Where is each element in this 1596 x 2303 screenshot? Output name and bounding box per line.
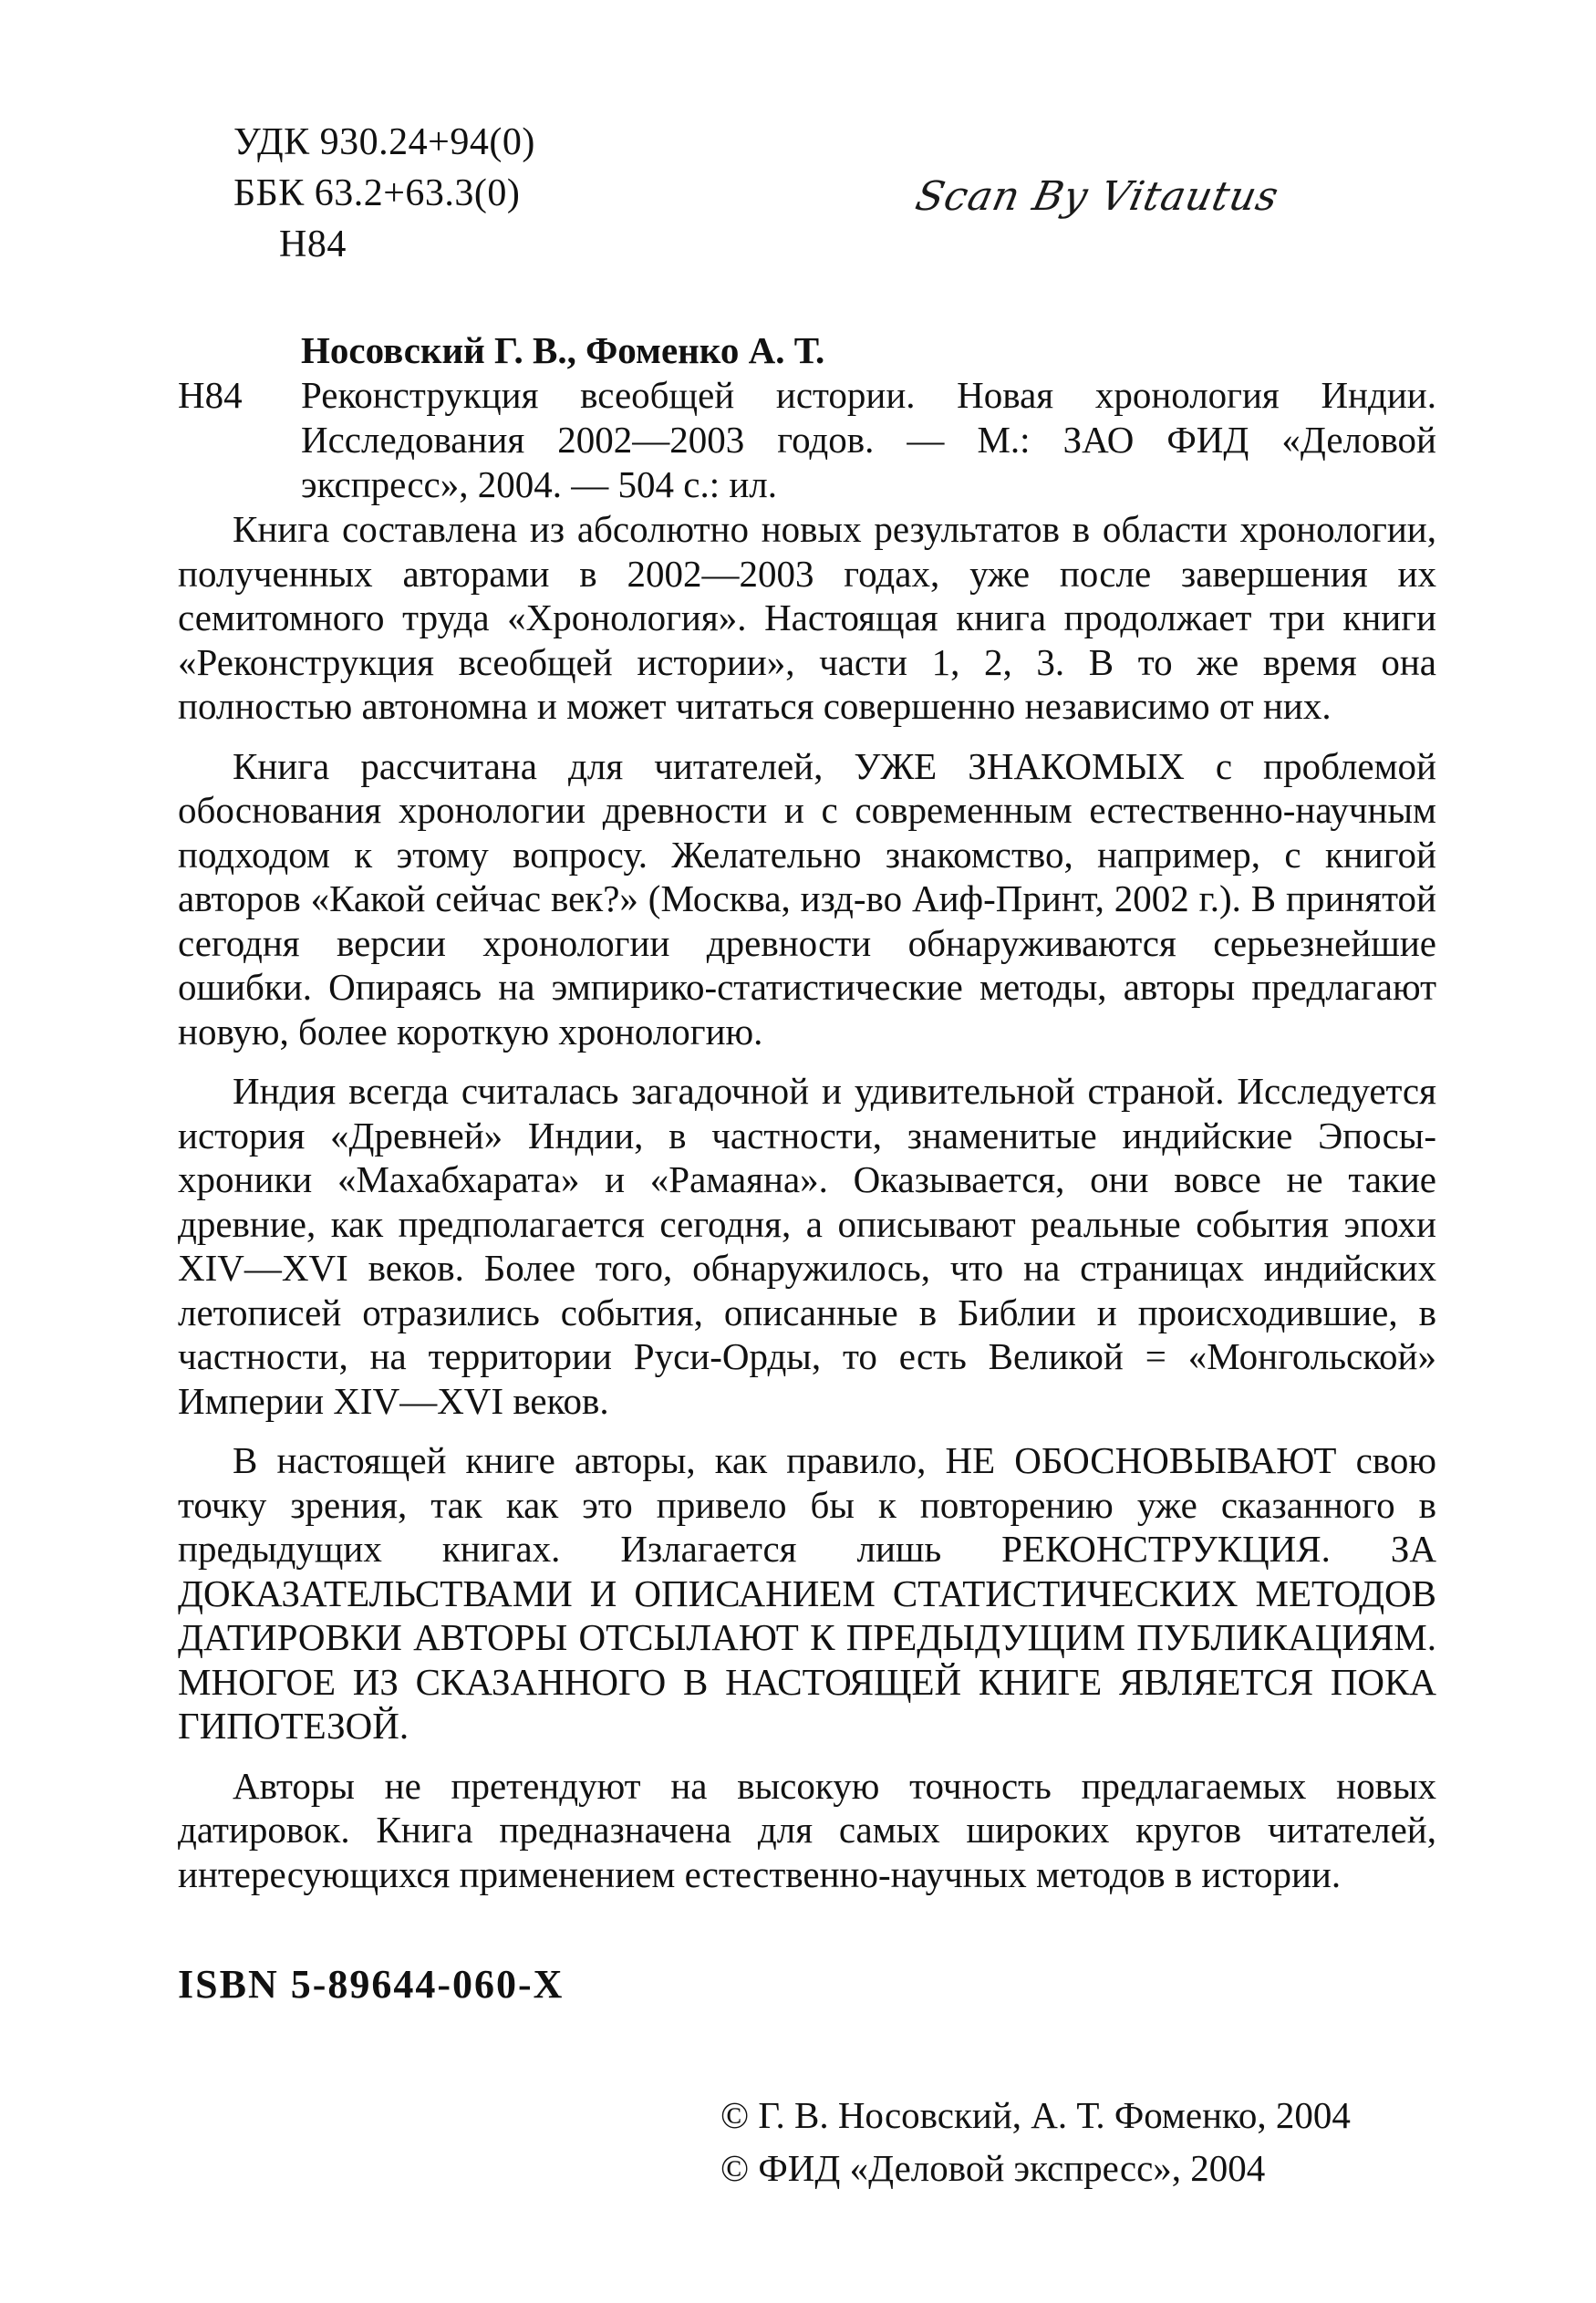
abstract-paragraph: Авторы не претендуют на высокую точность предлагаемых новых датировок. Книга предназначена для самых широких кругов читателей, интересующихся применением естественно-научных методов в истории. [178, 1764, 1436, 1895]
scan-signature: Scan By Vitautus [911, 173, 1283, 220]
udk-code: УДК 930.24+94(0) [233, 121, 535, 163]
copyright-block [720, 2089, 1351, 2194]
bbk-code: ББК 63.2+63.3(0) [233, 172, 521, 214]
record-description: Реконструкция всеобщей истории. Новая хронология Индии. Исследования 2002—2003 годов. — М.: ЗАО ФИД «Деловой экспресс», 2004. — 504 с.: ил. [301, 374, 1436, 505]
abstract-paragraph: Индия всегда считалась загадочной и удивительной страной. Исследуется история «Древней» Индии, в частности, знаменитые индийские Эпосы-хроники «Махабхарата» и «Рамаяна». Оказывается, они вовсе не такие древние, как предполагается сегодня, а описывают реальные события эпохи XIV—XVI веков. Более того, обнаружилось, что на страницах индийских летописей отразились события, описанные в Библии и происходившие, в частности, на территории Руси-Орды, то есть Великой = «Монгольской» Империи XIV—XVI веков. [178, 1070, 1436, 1422]
abstract [178, 507, 1436, 1912]
copyright-authors: © Г. В. Носовский, А. Т. Фоменко, 2004 [720, 2094, 1351, 2136]
author-mark: Н84 [279, 223, 347, 265]
bibliographic-record [178, 328, 1436, 507]
record-row [178, 373, 1436, 507]
record-author-mark: Н84 [178, 374, 243, 416]
authors: Носовский Г. В., Фоменко А. Т. [301, 329, 825, 371]
abstract-paragraph: В настоящей книге авторы, как правило, НЕ ОБОСНОВЫВАЮТ свою точку зрения, так как это привело бы к повторению уже сказанного в предыдущих книгах. Излагается лишь РЕКОНСТРУКЦИЯ. ЗА ДОКАЗАТЕЛЬСТВАМИ И ОПИСАНИЕМ СТАТИСТИЧЕСКИХ МЕТОДОВ ДАТИРОВКИ АВТОРЫ ОТСЫЛАЮТ К ПРЕДЫДУЩИМ ПУБЛИКАЦИЯМ. МНОГОЕ ИЗ СКАЗАННОГО В НАСТОЯЩЕЙ КНИГЕ ЯВЛЯЕТСЯ ПОКА ГИПОТЕЗОЙ. [178, 1439, 1436, 1747]
copyright-publisher: © ФИД «Деловой экспресс», 2004 [720, 2147, 1266, 2189]
abstract-paragraph: Книга рассчитана для читателей, УЖЕ ЗНАКОМЫХ с проблемой обоснования хронологии древности и с современным естественно-научным подходом к этому вопросу. Желательно знакомство, например, с книгой авторов «Какой сейчас век?» (Москва, изд-во Аиф-Принт, 2002 г.). В принятой сегодня версии хронологии древности обнаруживаются серьезнейшие ошибки. Опираясь на эмпирико-статистические методы, авторы предлагают новую, более короткую хронологию. [178, 744, 1436, 1053]
isbn: ISBN 5-89644-060-X [178, 1962, 565, 2007]
classification-block [233, 117, 535, 270]
abstract-paragraph: Книга составлена из абсолютно новых результатов в области хронологии, полученных авторами в 2002—2003 годах, уже после завершения их семитомного труда «Хронология». Настоящая книга продолжает три книги «Реконструкция всеобщей истории», части 1, 2, 3. В то же время она полностью автономна и может читаться совершенно независимо от них. [178, 508, 1436, 727]
